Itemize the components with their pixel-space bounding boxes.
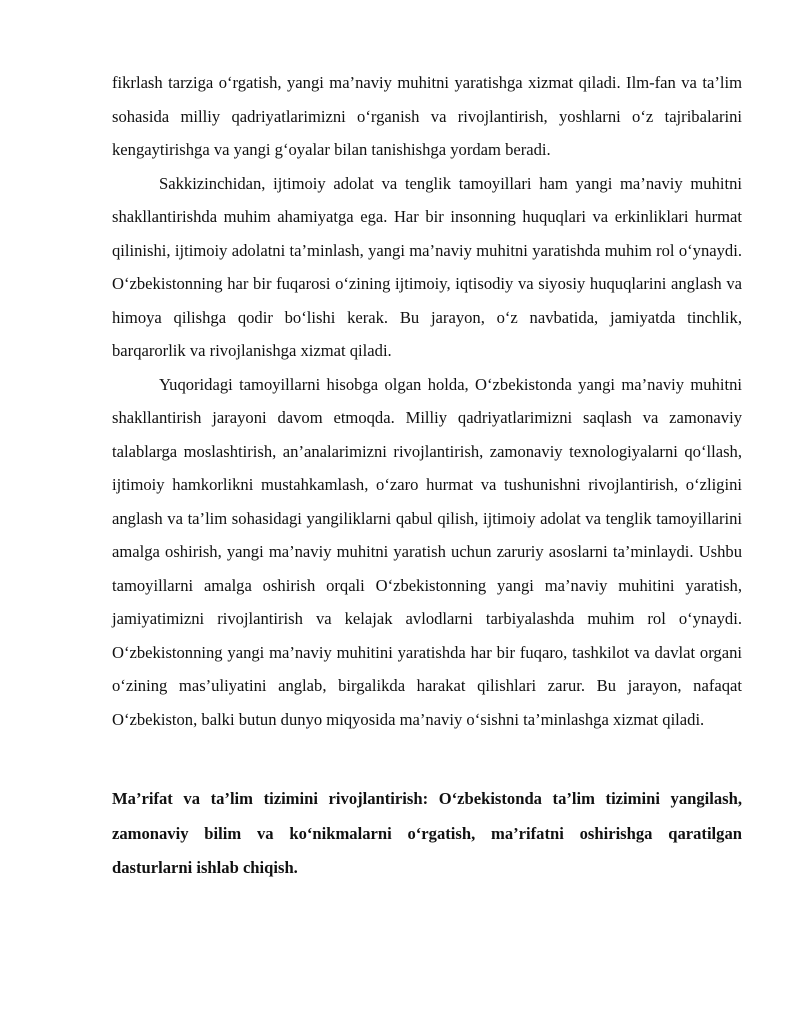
section-heading: Ma’rifat va ta’lim tizimini rivojlantirish: O‘zbekistonda ta’lim tizimini yangilash, zamonaviy bilim va ko‘nikmalarni o‘rgatish, ma’rifatni oshirishga qaratilgan dasturlarni ishlab chiqish. — [112, 789, 742, 877]
paragraph-continuation: fikrlash tarziga o‘rgatish, yangi ma’naviy muhitni yaratishga xizmat qiladi. Ilm-fan va ta’lim sohasida milliy qadriyatlarimizni o‘rganish va rivojlantirish, yoshlarni o‘z tajribalarini kengaytirishga va yangi g‘oyalar bilan tanishishga yordam beradi. — [112, 73, 742, 159]
document-page — [112, 66, 742, 886]
paragraph-eighth-principle: Sakkizinchidan, ijtimoiy adolat va tenglik tamoyillari ham yangi ma’naviy muhitni shakllantirishda muhim ahamiyatga ega. Har bir insonning huquqlari va erkinliklari hurmat qilinishi, ijtimoiy adolatni ta’minlash, yangi ma’naviy muhitni yaratishda muhim rol o‘ynaydi. O‘zbekistonning har bir fuqarosi o‘zining ijtimoiy, iqtisodiy va siyosiy huquqlarini anglash va himoya qilishga qodir bo‘lishi kerak. Bu jarayon, o‘z navbatida, jamiyatda tinchlik, barqarorlik va rivojlanishga xizmat qiladi. — [112, 173, 742, 360]
section-spacer — [112, 736, 742, 782]
paragraph-summary: Yuqoridagi tamoyillarni hisobga olgan holda, O‘zbekistonda yangi ma’naviy muhitni shakllantirish jarayoni davom etmoqda. Milliy qadriyatlarimizni saqlash va zamonaviy talablarga moslashtirish, an’analarimizni rivojlantirish, zamonaviy texnologiyalarni qo‘llash, ijtimoiy hamkorlikni mustahkamlash, o‘zaro hurmat va tushunishni rivojlantirish, o‘zligini anglash va ta’lim sohasidagi yangiliklarni qabul qilish, ijtimoiy adolat va tenglik tamoyillarini amalga oshirish, yangi ma’naviy muhitni yaratish uchun zaruriy asoslarni ta’minlaydi. Ushbu tamoyillarni amalga oshirish orqali O‘zbekistonning yangi ma’naviy muhitini yaratish, jamiyatimizni rivojlantirish va kelajak avlodlarni tarbiyalashda muhim rol o‘ynaydi. O‘zbekistonning yangi ma’naviy muhitini yaratishda har bir fuqaro, tashkilot va davlat organi o‘zining mas’uliyatini anglab, birgalikda harakat qilishlari zarur. Bu jarayon, nafaqat O‘zbekiston, balki butun dunyo miqyosida ma’naviy o‘sishni ta’minlashga xizmat qiladi. — [112, 374, 742, 729]
